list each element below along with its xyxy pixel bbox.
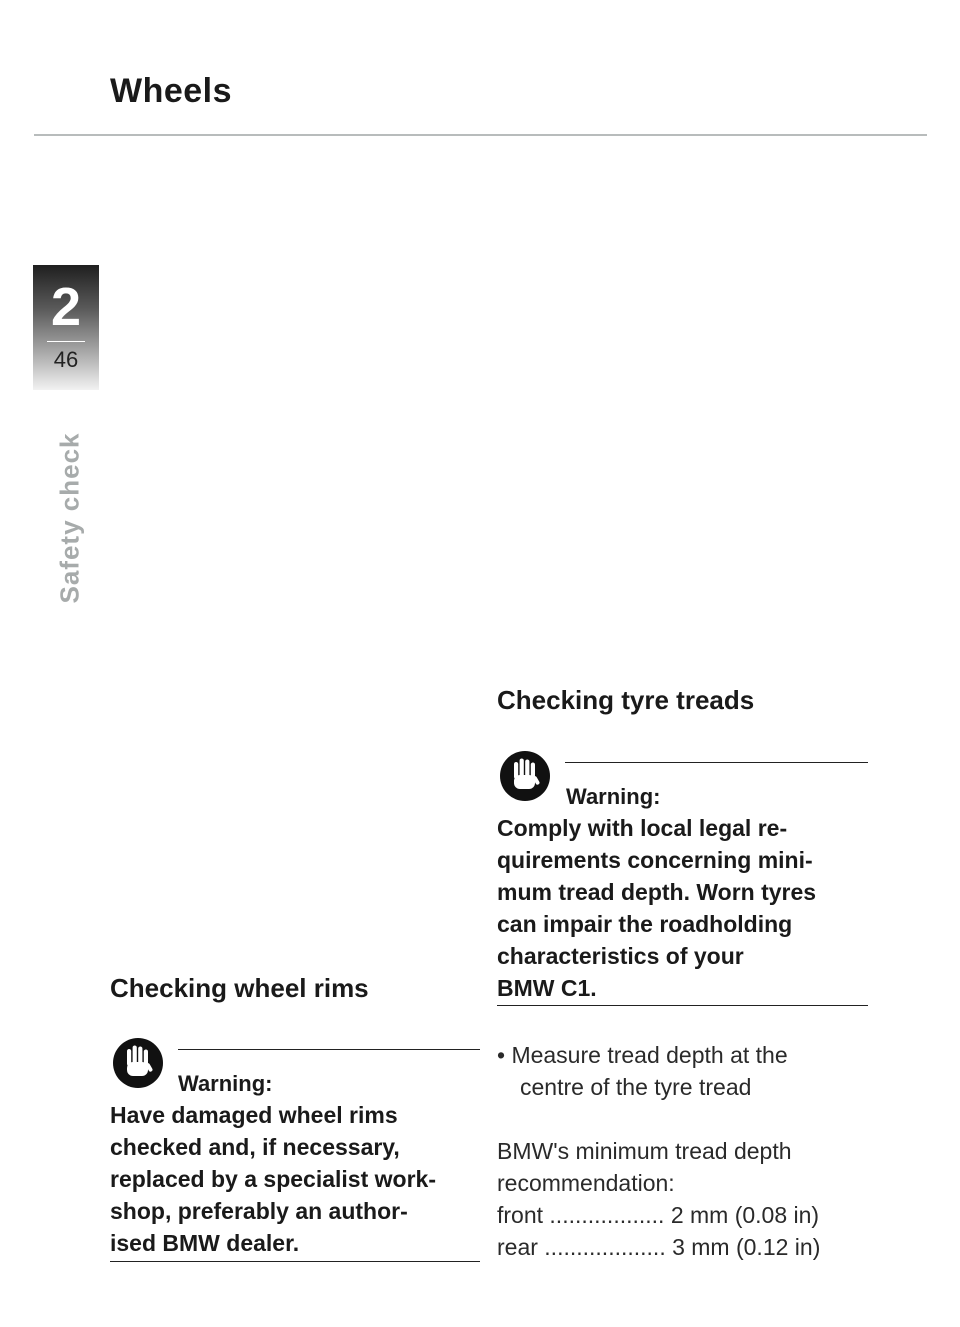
treads-warning-line: can impair the roadholding bbox=[497, 911, 793, 937]
treads-warning-line: Comply with local legal re- bbox=[497, 815, 788, 841]
chapter-divider bbox=[47, 341, 85, 342]
tread-bullet-continuation: centre of the tyre tread bbox=[520, 1074, 752, 1100]
hand-stop-icon bbox=[499, 750, 551, 802]
front-tread-depth: front .................. 2 mm (0.08 in) bbox=[497, 1202, 820, 1228]
rims-warning-rule-bottom bbox=[110, 1261, 480, 1262]
rims-warning-label: Warning: bbox=[178, 1071, 273, 1096]
treads-warning-rule-top bbox=[565, 762, 868, 763]
treads-heading: Checking tyre treads bbox=[497, 685, 755, 715]
rims-warning-rule-top bbox=[178, 1049, 480, 1050]
treads-warning-line: mum tread depth. Worn tyres bbox=[497, 879, 817, 905]
treads-warning-line: characteristics of your bbox=[497, 943, 744, 969]
rims-warning-line: ised BMW dealer. bbox=[110, 1230, 300, 1256]
hand-stop-icon bbox=[112, 1037, 164, 1089]
rims-heading: Checking wheel rims bbox=[110, 973, 369, 1003]
section-side-label: Safety check bbox=[54, 432, 85, 604]
treads-warning-rule-bottom bbox=[497, 1005, 868, 1006]
tread-bullet-item: • Measure tread depth at the bbox=[497, 1042, 788, 1068]
chapter-number: 2 bbox=[50, 277, 82, 337]
recommendation-text: recommendation: bbox=[497, 1170, 675, 1196]
chapter-tab bbox=[33, 265, 99, 390]
page-title: Wheels bbox=[110, 72, 233, 110]
recommendation-text: BMW's minimum tread depth bbox=[497, 1138, 792, 1164]
rims-warning-line: checked and, if necessary, bbox=[110, 1134, 400, 1160]
rims-warning-line: Have damaged wheel rims bbox=[110, 1102, 398, 1128]
rims-warning-line: shop, preferably an author- bbox=[110, 1198, 408, 1224]
treads-warning-label: Warning: bbox=[566, 784, 661, 809]
rims-warning-line: replaced by a specialist work- bbox=[110, 1166, 436, 1192]
rear-tread-depth: rear ................... 3 mm (0.12 in) bbox=[497, 1234, 821, 1260]
page-number: 46 bbox=[53, 347, 79, 372]
title-rule bbox=[34, 134, 927, 136]
treads-warning-line: BMW C1. bbox=[497, 975, 597, 1001]
treads-warning-line: quirements concerning mini- bbox=[497, 847, 813, 873]
